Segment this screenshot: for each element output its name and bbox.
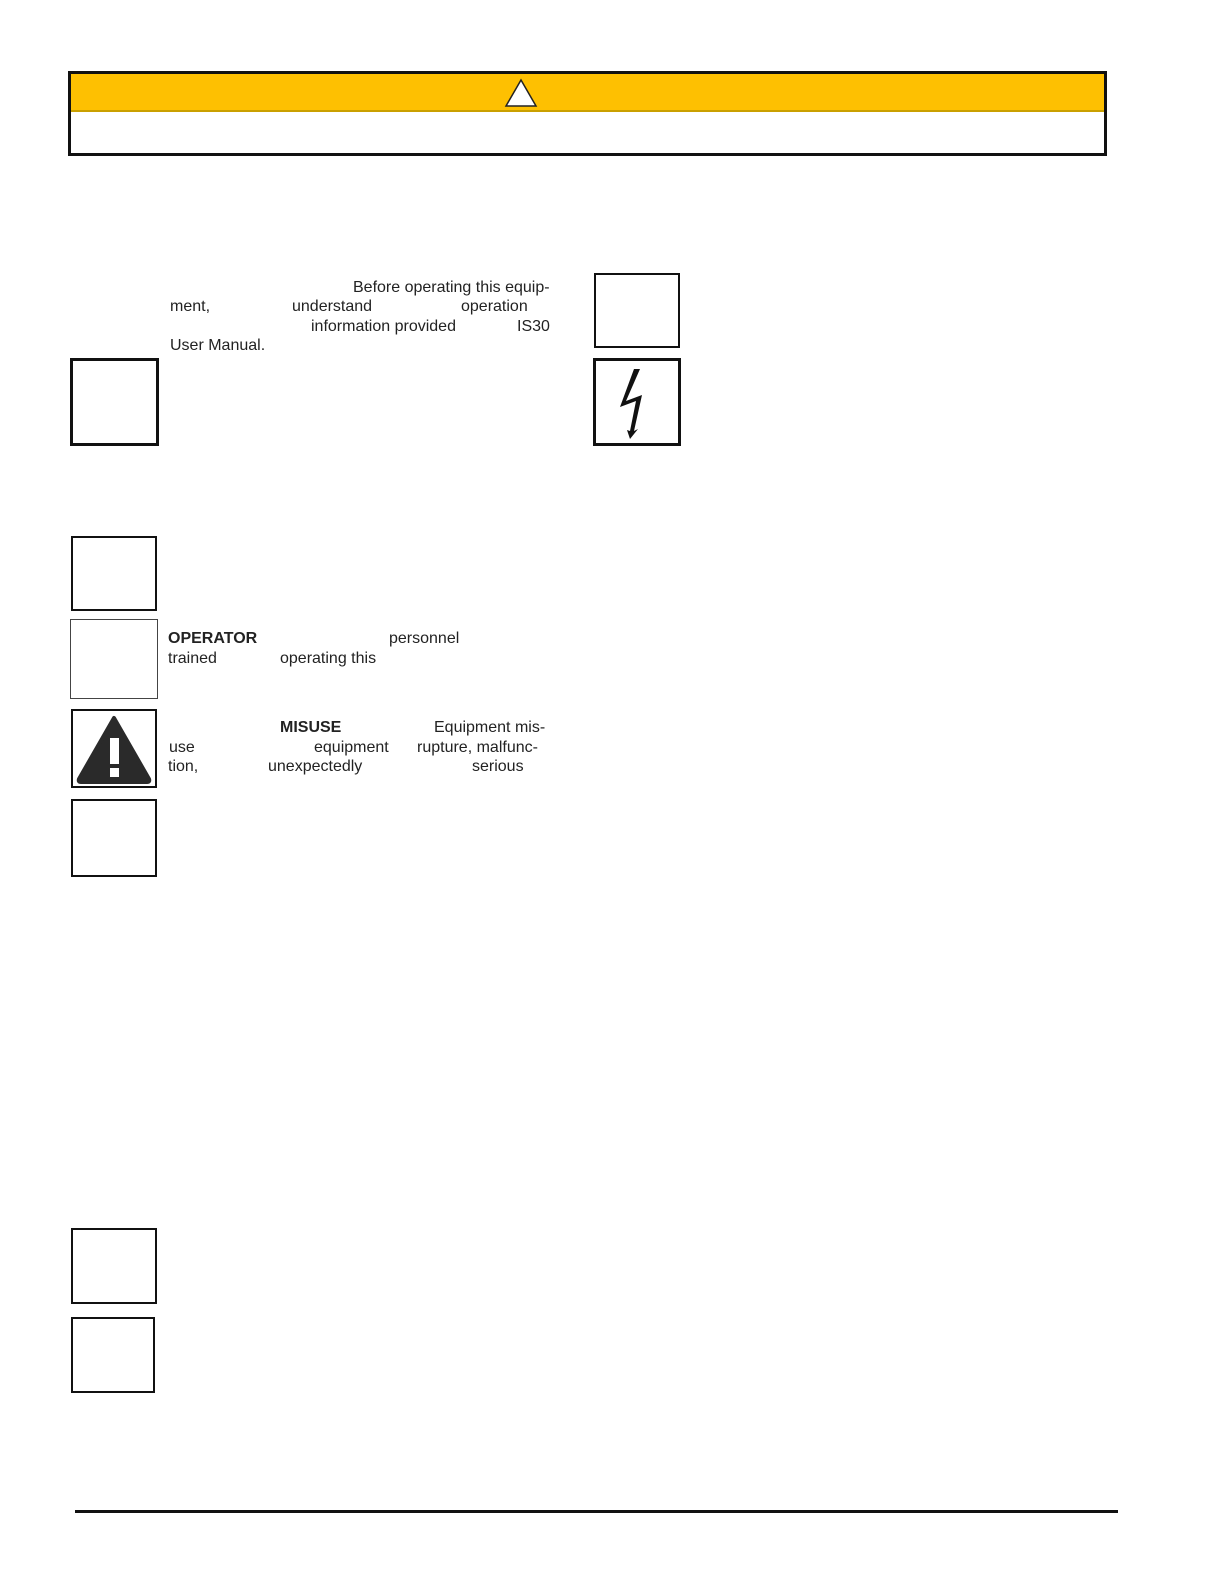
- para1-line2-c: operation: [461, 298, 528, 315]
- symbol-box-warning: [71, 709, 157, 788]
- para1-line4: User Manual.: [170, 337, 266, 354]
- para3-line1-a: MISUSE: [280, 719, 342, 736]
- electric-shock-lightning-icon: [596, 361, 678, 443]
- para1-line2-b: understand: [292, 298, 373, 315]
- para3-line2-a: use: [169, 739, 195, 756]
- para1-line1: Before operating this equip-: [353, 279, 550, 296]
- warning-exclamation-triangle-icon: [73, 711, 155, 786]
- warning-banner-header: [71, 74, 1104, 112]
- para2-line1-b: personnel: [389, 630, 460, 647]
- para3-line2-c: rupture, malfunc-: [417, 739, 538, 756]
- para3-line3-b: unexpectedly: [268, 758, 363, 775]
- para2-line2-b: operating this: [280, 650, 377, 667]
- para3-line3-c: serious: [472, 758, 524, 775]
- warning-triangle-outline-icon: [504, 78, 538, 108]
- symbol-box-4: [71, 799, 157, 877]
- para2-line1-a: OPERATOR: [168, 630, 258, 647]
- footer-rule: [75, 1510, 1118, 1513]
- symbol-box-1: [70, 358, 159, 446]
- symbol-box-5: [71, 1228, 157, 1304]
- symbol-box-2: [71, 536, 157, 611]
- symbol-box-empty: [594, 273, 680, 348]
- para1-line3-b: IS30: [517, 318, 550, 335]
- para2-line2-a: trained: [168, 650, 217, 667]
- symbol-box-3: [70, 619, 158, 699]
- para1-line2-a: ment,: [170, 298, 211, 315]
- symbol-box-lightning: [593, 358, 681, 446]
- para3-line1-b: Equipment mis-: [434, 719, 546, 736]
- warning-banner: [68, 71, 1107, 156]
- para1-line3-a: information provided: [311, 318, 456, 335]
- para3-line3-a: tion,: [168, 758, 199, 775]
- para3-line2-b: equipment: [314, 739, 389, 756]
- symbol-box-6: [71, 1317, 155, 1393]
